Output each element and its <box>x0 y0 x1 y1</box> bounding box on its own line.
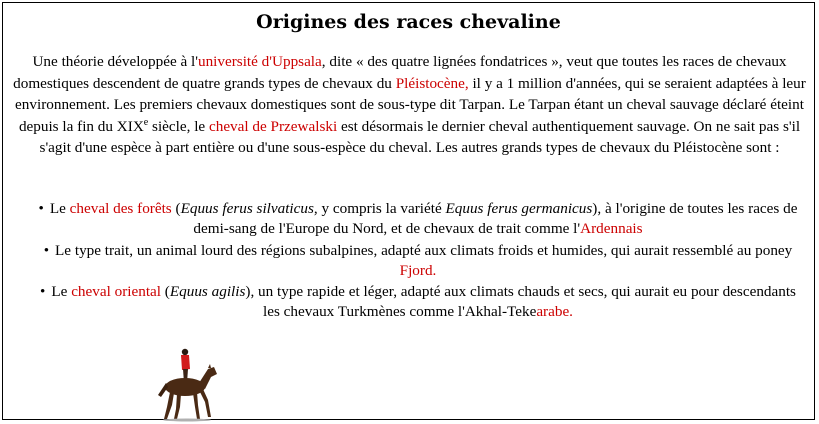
intro-text: , dite « des quatre lignées fondatrices », veut que toutes les races de chevaux domestiques descendent de quatre grands types de chevaux du <box>13 53 787 92</box>
horse-rider-icon <box>153 347 221 422</box>
link-cheval-oriental[interactable]: cheval oriental <box>71 283 161 301</box>
link-pleistocene[interactable]: Pléistocène, <box>395 74 469 92</box>
page-title: Origines des races chevaline <box>256 11 561 33</box>
document-frame <box>2 2 815 420</box>
latin-name: Equus ferus germanicus <box>445 200 593 217</box>
link-arabe[interactable]: arabe. <box>536 303 573 321</box>
intro-text: est désormais le dernier cheval authentiquement sauvage. On ne sait pas s'il s'agit d'une espèce à part entière ou d'une sous-espèce du cheval. Les autres grands types de chevaux du Pléistocène sont : <box>39 117 801 156</box>
superscript-e: e <box>143 116 149 128</box>
intro-paragraph <box>13 51 806 159</box>
link-cheval-des-forets[interactable]: cheval des forêts <box>69 200 172 217</box>
link-ardennais[interactable]: Ardennais <box>580 220 643 238</box>
link-przewalski[interactable]: cheval de Przewalski <box>208 117 338 135</box>
horse-types-list <box>33 199 803 324</box>
intro-text: il y a 1 million d'années, qui se seraient adaptées à leur environnement. Les premiers chevaux domestiques sont de sous-type dit Tarpan. Le Tarpan étant un cheval sauvage déclaré éteint depuis la fin du XIX <box>15 74 806 135</box>
link-uppsala[interactable]: université d'Uppsala <box>197 53 322 70</box>
intro-text: Une théorie développée à l' <box>32 53 198 70</box>
latin-name: Equus ferus silvaticus <box>180 200 314 217</box>
intro-text: siècle, le <box>148 117 209 135</box>
latin-name: Equus agilis <box>169 283 246 301</box>
list-item-oriental-horse: • Le cheval oriental (Equus agilis), un type rapide et léger, adapté aux climats chauds et secs, qui aurait eu pour descendants les chevaux Turkmènes comme l'Akhal-Tekearabe. <box>33 282 803 323</box>
list-item-draft-type: • Le type trait, un animal lourd des régions subalpines, adapté aux climats froids et humides, qui aurait ressemblé au poney Fjord. <box>33 241 803 282</box>
list-item-forest-horse: • Le cheval des forêts (Equus ferus silvaticus, y compris la variété Equus ferus germanicus), à l'origine de toutes les races de demi-sang de l'Europe du Nord, et de chevaux de trait comme l'Ardennais <box>33 199 803 240</box>
link-fjord[interactable]: Fjord. <box>399 261 437 279</box>
